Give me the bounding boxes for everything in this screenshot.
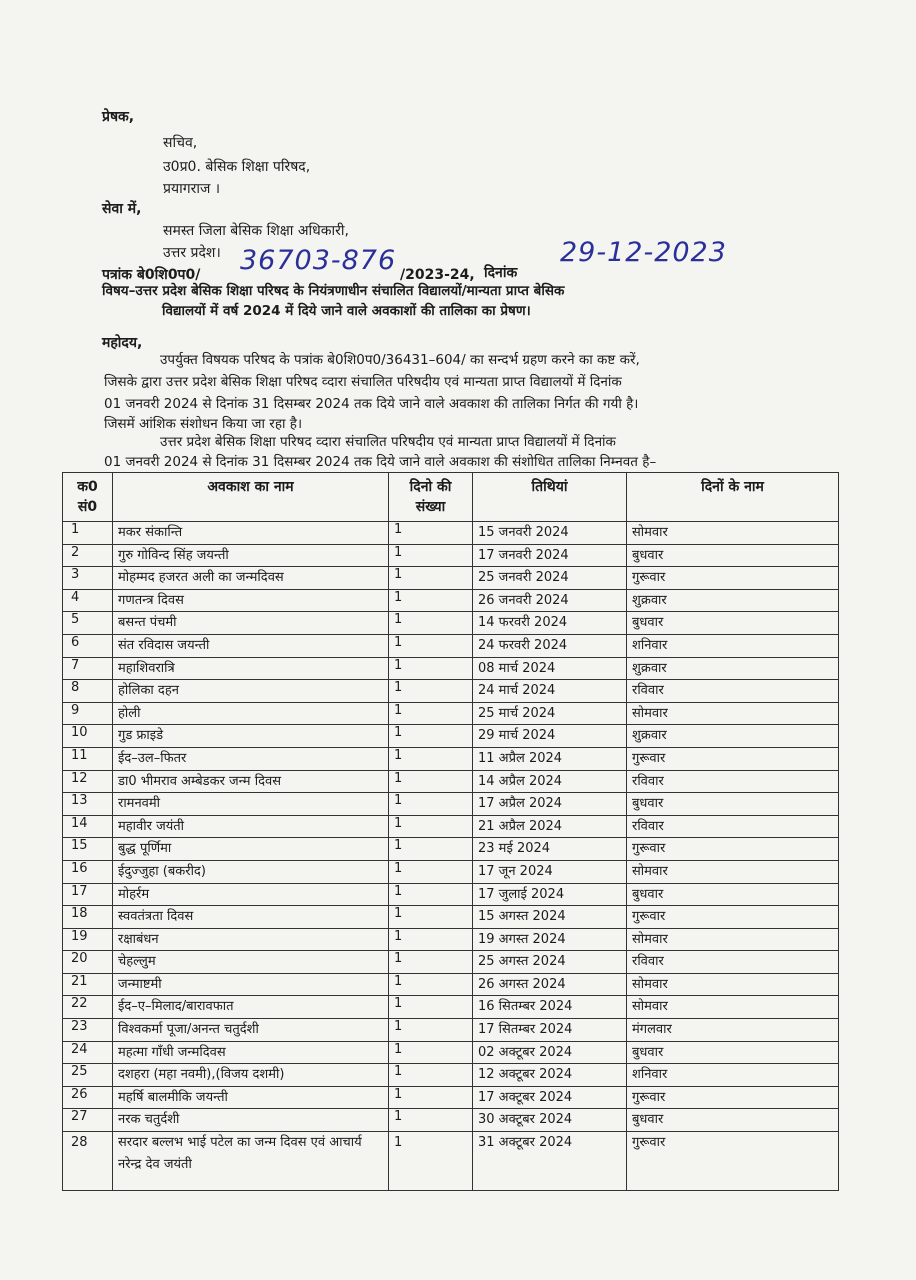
table-row [63, 1041, 839, 1064]
cell-holiday-name: संत रविदास जयन्ती [113, 634, 389, 657]
cell-serial: 25 [63, 1064, 113, 1087]
cell-holiday-name: रामनवमी [113, 793, 389, 816]
cell-day-name: शुक्रवार [627, 725, 839, 748]
cell-holiday-name: मकर संकान्ति [113, 522, 389, 545]
cell-date: 17 सितम्बर 2024 [473, 1019, 627, 1042]
cell-day-count: 1 [389, 567, 473, 590]
cell-date: 17 अक्टूबर 2024 [473, 1086, 627, 1109]
cell-day-name: सोमवार [627, 860, 839, 883]
cell-date: 16 सितम्बर 2024 [473, 996, 627, 1019]
cell-day-count: 1 [389, 680, 473, 703]
cell-date: 24 मार्च 2024 [473, 680, 627, 703]
cell-date: 31 अक्टूबर 2024 [473, 1132, 627, 1191]
cell-serial: 20 [63, 951, 113, 974]
cell-holiday-name: मोहम्मद हजरत अली का जन्मदिवस [113, 567, 389, 590]
cell-serial: 19 [63, 928, 113, 951]
date-label: दिनांक [484, 265, 518, 281]
cell-day-name: रविवार [627, 770, 839, 793]
table-row [63, 996, 839, 1019]
recipient-label: सेवा में, [102, 201, 142, 217]
cell-serial: 3 [63, 567, 113, 590]
table-row [63, 928, 839, 951]
cell-day-count: 1 [389, 702, 473, 725]
cell-day-count: 1 [389, 522, 473, 545]
cell-day-name: गुरूवार [627, 567, 839, 590]
cell-serial: 7 [63, 657, 113, 680]
recipient-line-1: समस्त जिला बेसिक शिक्षा अधिकारी, [163, 223, 349, 239]
cell-day-count: 1 [389, 906, 473, 929]
paragraph-2-line-2: 01 जनवरी 2024 से दिनांक 31 दिसम्बर 2024 तक दिये जाने वाले अवकाश की संशोधित तालिका निम्नवत है– [104, 454, 657, 470]
cell-day-name: बुधवार [627, 1041, 839, 1064]
cell-serial: 5 [63, 612, 113, 635]
cell-date: 17 जनवरी 2024 [473, 544, 627, 567]
cell-date: 25 मार्च 2024 [473, 702, 627, 725]
header-holiday-name: अवकाश का नाम [113, 473, 389, 522]
cell-date: 30 अक्टूबर 2024 [473, 1109, 627, 1132]
sender-line-3: प्रयागराज । [163, 181, 221, 197]
cell-day-count: 1 [389, 928, 473, 951]
cell-date: 08 मार्च 2024 [473, 657, 627, 680]
table-row [63, 1086, 839, 1109]
cell-day-count: 1 [389, 860, 473, 883]
table-row [63, 838, 839, 861]
cell-serial: 17 [63, 883, 113, 906]
cell-day-name: बुधवार [627, 1109, 839, 1132]
cell-holiday-name: महत्मा गाँधी जन्मदिवस [113, 1041, 389, 1064]
cell-serial: 18 [63, 906, 113, 929]
paragraph-1-line-2: जिसके द्वारा उत्तर प्रदेश बेसिक शिक्षा परिषद व्दारा संचालित परिषदीय एवं मान्यता प्राप्त विद्यालयों में दिनांक [104, 374, 622, 390]
cell-serial: 15 [63, 838, 113, 861]
cell-serial: 26 [63, 1086, 113, 1109]
reference-year: /2023-24, [400, 267, 475, 283]
cell-holiday-name: ईदुज्जुहा (बकरीद) [113, 860, 389, 883]
cell-date: 14 फरवरी 2024 [473, 612, 627, 635]
cell-day-count: 1 [389, 544, 473, 567]
cell-holiday-name: बसन्त पंचमी [113, 612, 389, 635]
cell-holiday-name: ईद–उल–फितर [113, 747, 389, 770]
table-row [63, 883, 839, 906]
cell-serial: 12 [63, 770, 113, 793]
table-row [63, 567, 839, 590]
cell-date: 29 मार्च 2024 [473, 725, 627, 748]
cell-serial: 23 [63, 1019, 113, 1042]
cell-holiday-name: रक्षाबंधन [113, 928, 389, 951]
cell-holiday-name: स्ववतंत्रता दिवस [113, 906, 389, 929]
cell-day-count: 1 [389, 1041, 473, 1064]
table-row [63, 522, 839, 545]
cell-day-count: 1 [389, 951, 473, 974]
cell-day-count: 1 [389, 1019, 473, 1042]
cell-serial: 1 [63, 522, 113, 545]
cell-date: 02 अक्टूबर 2024 [473, 1041, 627, 1064]
cell-holiday-name: जन्माष्टमी [113, 973, 389, 996]
cell-holiday-name: महर्षि बालमीकि जयन्ती [113, 1086, 389, 1109]
table-row [63, 612, 839, 635]
cell-holiday-name: ईद–ए–मिलाद/बारावफात [113, 996, 389, 1019]
paragraph-1-line-1: उपर्युक्त विषयक परिषद के पत्रांक बे0शि0प0/36431–604/ का सन्दर्भ ग्रहण करने का कष्ट करें, [160, 352, 640, 368]
cell-holiday-name: डा0 भीमराव अम्बेडकर जन्म दिवस [113, 770, 389, 793]
cell-holiday-name: दशहरा (महा नवमी),(विजय दशमी) [113, 1064, 389, 1087]
table-row [63, 747, 839, 770]
cell-day-name: सोमवार [627, 996, 839, 1019]
header-day-count: दिनो की संख्या [389, 473, 473, 522]
cell-date: 11 अप्रैल 2024 [473, 747, 627, 770]
cell-date: 17 जून 2024 [473, 860, 627, 883]
cell-day-name: बुधवार [627, 883, 839, 906]
cell-day-name: गुरूवार [627, 1132, 839, 1191]
cell-day-count: 1 [389, 793, 473, 816]
cell-holiday-name: होलिका दहन [113, 680, 389, 703]
cell-date: 17 जुलाई 2024 [473, 883, 627, 906]
cell-holiday-name: गुरु गोविन्द सिंह जयन्ती [113, 544, 389, 567]
paragraph-1-line-3: 01 जनवरी 2024 से दिनांक 31 दिसम्बर 2024 तक दिये जाने वाले अवकाश की तालिका निर्गत की गयी है। [104, 396, 639, 412]
cell-date: 15 जनवरी 2024 [473, 522, 627, 545]
cell-serial: 21 [63, 973, 113, 996]
cell-day-name: शनिवार [627, 1064, 839, 1087]
cell-day-name: बुधवार [627, 793, 839, 816]
table-row [63, 1109, 839, 1132]
table-row [63, 770, 839, 793]
cell-day-name: गुरूवार [627, 1086, 839, 1109]
cell-holiday-name: विश्वकर्मा पूजा/अनन्त चतुर्दशी [113, 1019, 389, 1042]
table-row [63, 702, 839, 725]
table-row [63, 1132, 839, 1191]
sender-line-1: सचिव, [163, 135, 198, 151]
cell-day-count: 1 [389, 838, 473, 861]
table-row [63, 544, 839, 567]
cell-date: 24 फरवरी 2024 [473, 634, 627, 657]
cell-date: 12 अक्टूबर 2024 [473, 1064, 627, 1087]
cell-day-count: 1 [389, 883, 473, 906]
cell-holiday-name: चेहल्लुम [113, 951, 389, 974]
cell-date: 17 अप्रैल 2024 [473, 793, 627, 816]
reference-number-handwritten: 36703-876 [240, 245, 397, 276]
cell-day-name: रविवार [627, 951, 839, 974]
cell-day-count: 1 [389, 1064, 473, 1087]
cell-serial: 4 [63, 589, 113, 612]
cell-day-name: शुक्रवार [627, 589, 839, 612]
table-row [63, 1064, 839, 1087]
cell-day-name: सोमवार [627, 928, 839, 951]
cell-day-count: 1 [389, 634, 473, 657]
salutation: महोदय, [102, 335, 143, 351]
cell-day-name: बुधवार [627, 544, 839, 567]
cell-date: 23 मई 2024 [473, 838, 627, 861]
reference-prefix: पत्रांक बे0शि0प0/ [102, 267, 201, 283]
cell-serial: 13 [63, 793, 113, 816]
cell-day-name: मंगलवार [627, 1019, 839, 1042]
cell-serial: 8 [63, 680, 113, 703]
table-row [63, 657, 839, 680]
cell-date: 21 अप्रैल 2024 [473, 815, 627, 838]
subject-line-1: विषय–उत्तर प्रदेश बेसिक शिक्षा परिषद के नियंत्रणाधीन संचालित विद्यालयों/मान्यता प्राप्त बेसिक [102, 283, 565, 299]
cell-serial: 28 [63, 1132, 113, 1191]
cell-day-count: 1 [389, 589, 473, 612]
sender-line-2: उ0प्र0. बेसिक शिक्षा परिषद, [163, 159, 311, 175]
cell-day-name: गुरूवार [627, 838, 839, 861]
cell-day-count: 1 [389, 770, 473, 793]
table-row [63, 634, 839, 657]
cell-serial: 11 [63, 747, 113, 770]
cell-day-count: 1 [389, 1086, 473, 1109]
cell-day-count: 1 [389, 996, 473, 1019]
cell-day-name: शुक्रवार [627, 657, 839, 680]
cell-serial: 22 [63, 996, 113, 1019]
cell-day-count: 1 [389, 747, 473, 770]
header-dates: तिथियां [473, 473, 627, 522]
table-row [63, 1019, 839, 1042]
table-row [63, 815, 839, 838]
cell-day-count: 1 [389, 1109, 473, 1132]
cell-day-name: सोमवार [627, 973, 839, 996]
cell-day-count: 1 [389, 612, 473, 635]
cell-date: 26 जनवरी 2024 [473, 589, 627, 612]
cell-date: 26 अगस्त 2024 [473, 973, 627, 996]
cell-day-count: 1 [389, 657, 473, 680]
cell-day-name: गुरूवार [627, 906, 839, 929]
cell-serial: 10 [63, 725, 113, 748]
paragraph-2-line-1: उत्तर प्रदेश बेसिक शिक्षा परिषद व्दारा संचालित परिषदीय एवं मान्यता प्राप्त विद्यालयों में दिनांक [160, 434, 616, 450]
cell-day-count: 1 [389, 973, 473, 996]
cell-date: 25 अगस्त 2024 [473, 951, 627, 974]
cell-holiday-name: सरदार बल्लभ भाई पटेल का जन्म दिवस एवं आचार्य नरेन्द्र देव जयंती [113, 1132, 389, 1191]
cell-holiday-name: महाशिवरात्रि [113, 657, 389, 680]
cell-date: 25 जनवरी 2024 [473, 567, 627, 590]
date-handwritten: 29-12-2023 [560, 237, 727, 268]
table-row [63, 906, 839, 929]
cell-day-name: शनिवार [627, 634, 839, 657]
paragraph-1-line-4: जिसमें आंशिक संशोधन किया जा रहा है। [104, 416, 303, 432]
cell-holiday-name: महावीर जयंती [113, 815, 389, 838]
table-row [63, 860, 839, 883]
cell-holiday-name: बुद्ध पूर्णिमा [113, 838, 389, 861]
cell-serial: 6 [63, 634, 113, 657]
cell-date: 14 अप्रैल 2024 [473, 770, 627, 793]
cell-holiday-name: गुड फ्राइडे [113, 725, 389, 748]
cell-date: 19 अगस्त 2024 [473, 928, 627, 951]
cell-holiday-name: मोहर्रम [113, 883, 389, 906]
cell-serial: 9 [63, 702, 113, 725]
cell-day-name: रविवार [627, 680, 839, 703]
cell-serial: 27 [63, 1109, 113, 1132]
cell-date: 15 अगस्त 2024 [473, 906, 627, 929]
cell-day-name: सोमवार [627, 522, 839, 545]
cell-day-name: सोमवार [627, 702, 839, 725]
cell-serial: 14 [63, 815, 113, 838]
cell-serial: 24 [63, 1041, 113, 1064]
header-serial: क0 सं0 [63, 473, 113, 522]
subject-line-2: विद्यालयों में वर्ष 2024 में दिये जाने वाले अवकाशों की तालिका का प्रेषण। [162, 303, 531, 319]
table-row [63, 725, 839, 748]
recipient-line-2: उत्तर प्रदेश। [163, 245, 221, 261]
cell-day-count: 1 [389, 1132, 473, 1191]
table-header-row [63, 473, 839, 522]
cell-holiday-name: नरक चतुर्दशी [113, 1109, 389, 1132]
table-row [63, 793, 839, 816]
cell-holiday-name: गणतन्त्र दिवस [113, 589, 389, 612]
header-day-names: दिनों के नाम [627, 473, 839, 522]
sender-label: प्रेषक, [102, 109, 135, 125]
cell-day-count: 1 [389, 815, 473, 838]
cell-holiday-name: होली [113, 702, 389, 725]
holiday-table [62, 472, 839, 1191]
table-row [63, 951, 839, 974]
cell-day-name: रविवार [627, 815, 839, 838]
cell-serial: 16 [63, 860, 113, 883]
table-row [63, 589, 839, 612]
table-row [63, 680, 839, 703]
cell-day-count: 1 [389, 725, 473, 748]
cell-serial: 2 [63, 544, 113, 567]
cell-day-name: बुधवार [627, 612, 839, 635]
cell-day-name: गुरूवार [627, 747, 839, 770]
table-row [63, 973, 839, 996]
